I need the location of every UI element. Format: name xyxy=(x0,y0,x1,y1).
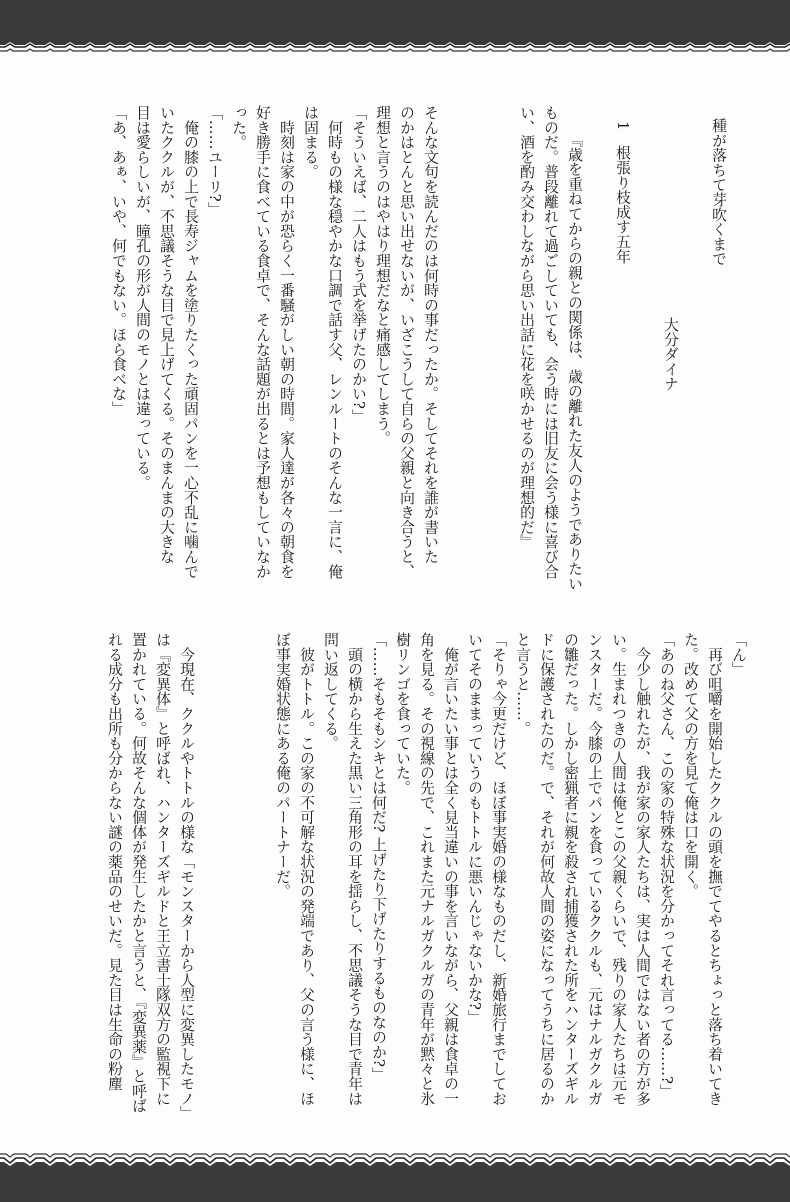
story-title: 種が落ちて芽吹くまで xyxy=(710,118,727,266)
text-line: のかはとんと思い出せないが、いざこうして自らの父親と向き合うと、 xyxy=(398,105,415,579)
text-line: 「そういえば、二人はもう式を挙げたのかい?」 xyxy=(350,105,367,424)
spacer xyxy=(442,105,466,585)
text-line: 「ん」 xyxy=(730,632,747,677)
text-line: 問い返してくる。 xyxy=(322,632,339,751)
text-line: いてそのままっていうのもトトルに悪いんじゃないかな?」 xyxy=(466,632,483,1025)
text-line: 「……そもそもシキとは何だ? 上げたり下げたりするものなのか?」 xyxy=(370,632,387,1082)
text-line: 「あのね父さん、この家の特殊な状況を分かってそれ言ってる……?」 xyxy=(658,632,675,1099)
text-line: は固まる。 xyxy=(302,105,319,179)
text-line: 「……ユーリ?」 xyxy=(206,105,223,217)
text-line: ンスターだ。今膝の上でパンを食っているククルも、元はナルガクルガ xyxy=(586,632,603,1106)
text-line: 目は愛らしいが、瞳孔の形が人間のモノとは違っている。 xyxy=(134,105,151,490)
top-decorative-border xyxy=(0,0,790,60)
text-line: いたククルが、不思議そうな目で見上げてくる。そのまんまの大きな xyxy=(158,105,175,564)
spacer xyxy=(246,632,270,1112)
text-line: った。 xyxy=(230,105,247,150)
text-line: と言うと……。 xyxy=(514,632,531,736)
text-line: 今現在、ククルやトトルの様な「モンスターから人型に変異したモノ」 xyxy=(178,632,195,1121)
epigraph-line: い、酒を酌み交わしながら思い出話に花を咲かせるのが理想的だ』 xyxy=(518,105,535,549)
text-line: は『変異体』と呼ばれ、ハンターズギルドと王立書士隊双方の監視下に xyxy=(154,632,171,1106)
text-line: 再び咀嚼を開始したククルの頭を撫でてやるとちょっと落ち着いてき xyxy=(706,632,723,1106)
text-line: の雛だった。しかし密猟者に親を殺され捕獲された所をハンターズギル xyxy=(562,632,579,1106)
text-line: 俺の膝の上で長寿ジャムを塗りたくった頑固パンを一心不乱に噛んで xyxy=(182,105,199,579)
text-line: 彼がトトル。この家の不可解な状況の発端であり、父の言う様に、ほ xyxy=(298,632,315,1106)
spacer xyxy=(198,632,222,1112)
spacer xyxy=(682,105,706,585)
epigraph-line: 『歳を重ねてからの親との関係は、歳の離れた友人のようでありたい xyxy=(566,132,583,591)
text-line: 理想と言うのはやはり理想だなと痛感してしまう。 xyxy=(374,105,391,446)
spacer xyxy=(222,632,246,1112)
text-line: 「そりゃ今更だけど、ほぼ事実婚の様なものだし、新婚旅行までしてお xyxy=(490,632,507,1106)
text-line: 今少し触れたが、我が家の家人たちは、実は人間ではない者の方が多 xyxy=(634,632,651,1106)
author-name: 大分ダイナ xyxy=(662,317,679,391)
lower-text-block xyxy=(102,632,750,1121)
text-line: そんな文句を読んだのは何時の事だったか。そしてそれを誰が書いた xyxy=(422,105,439,564)
text-line: れる成分も出所も分からない謎の薬品のせいだ。見た目は生命の粉塵 xyxy=(106,632,123,1091)
text-line: 樹リンゴを食っていた。 xyxy=(394,632,411,795)
text-line: 何時もの様な穏やかな口調で話す父、レンルートのそんな一言に、俺 xyxy=(326,105,343,579)
text-line: 角を見る。その視線の先で、これまた元ナルガクルガの青年が黙々と氷 xyxy=(418,632,435,1106)
bottom-decorative-border xyxy=(0,1142,790,1202)
spacer xyxy=(466,105,490,585)
text-line: 好き勝手に食べている食卓で、そんな話題が出るとは予想もしていなか xyxy=(254,105,271,579)
spacer xyxy=(490,105,514,585)
text-line: 俺が言いたい事とは全く見当違いの事を言いながら、父親は食卓の一 xyxy=(442,632,459,1106)
text-line: い。生まれつきの人間は俺とこの父親くらいで、残りの家人たちは元モ xyxy=(610,632,627,1106)
spacer xyxy=(586,105,610,585)
upper-text-block xyxy=(106,105,730,591)
text-line: 時刻は家の中が恐らく一番騒がしい朝の時間。家人達が各々の朝食を xyxy=(278,105,295,579)
text-line: ドに保護されたのだ。で、それが何故人間の姿になってうちに居るのか xyxy=(538,632,555,1106)
text-line: ぼ事実婚状態にある俺のパートナーだ。 xyxy=(274,632,291,899)
text-line: た。改めて父の方を見て俺は口を開く。 xyxy=(682,632,699,899)
spacer xyxy=(634,105,658,585)
text-line: 「あ、あぁ、いや、何でもない。ほら食べな」 xyxy=(110,105,127,416)
text-line: 置かれている。何故そんな個体が発生したかと言うと、『変異薬』と呼ば xyxy=(130,632,147,1113)
chapter-heading: 1 根張り枝成す五年 xyxy=(614,121,631,264)
text-line: 頭の横から生えた黒い三角形の耳を揺らし、不思議そうな目で青年は xyxy=(346,632,363,1106)
epigraph-line: ものだ。普段離れて過ごしていても、会う時には旧友に会う様に喜び合 xyxy=(542,105,559,579)
